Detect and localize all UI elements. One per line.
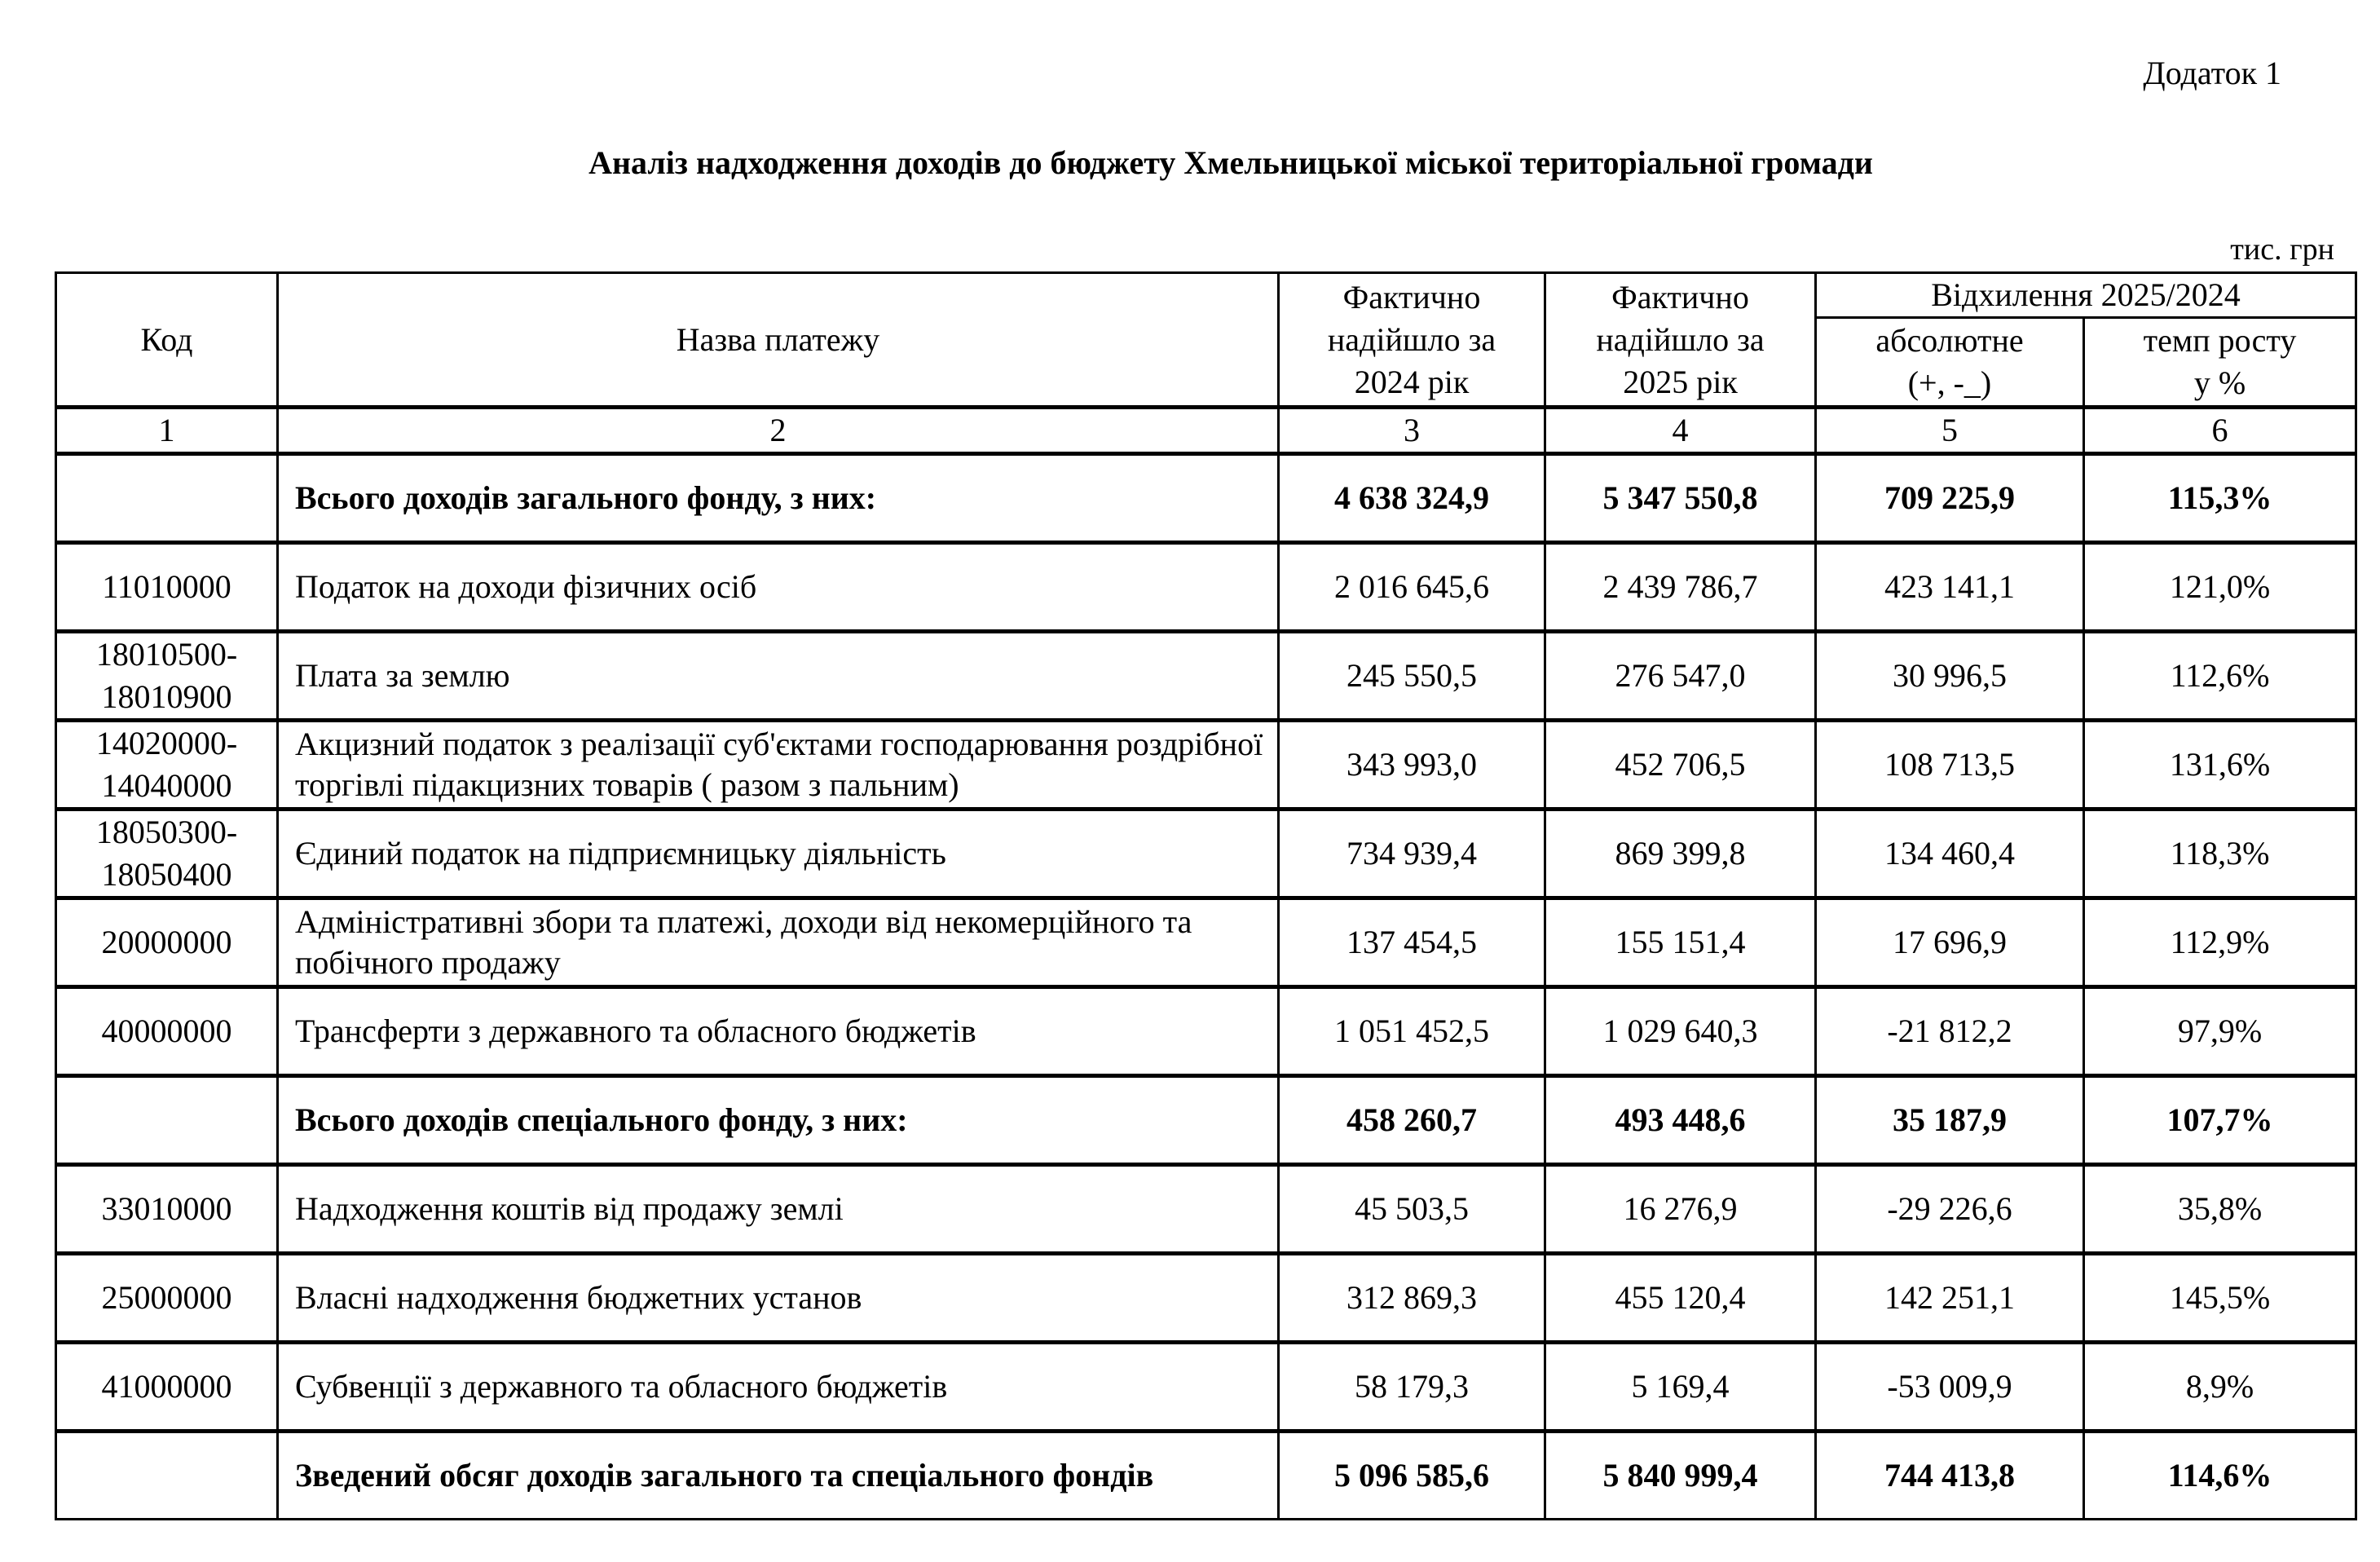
row-actual-2025: 5 169,4 — [1545, 1343, 1816, 1432]
row-growth-rate: 97,9% — [2084, 987, 2356, 1076]
table-row — [56, 454, 2356, 543]
header-growth-line2: у % — [2193, 364, 2246, 401]
row-actual-2024: 312 869,3 — [1279, 1254, 1545, 1343]
row-actual-2025: 455 120,4 — [1545, 1254, 1816, 1343]
header-actual-2024-line1: Фактично — [1342, 278, 1481, 315]
row-actual-2025: 276 547,0 — [1545, 632, 1816, 721]
row-actual-2025: 5 840 999,4 — [1545, 1432, 1816, 1520]
row-deviation-absolute: 744 413,8 — [1816, 1432, 2084, 1520]
row-payment-name: Трансферти з державного та обласного бюджетів — [278, 987, 1279, 1076]
header-payment-name: Назва платежу — [278, 273, 1279, 408]
table-row — [56, 1254, 2356, 1343]
column-number: 3 — [1279, 408, 1545, 454]
row-growth-rate: 131,6% — [2084, 721, 2356, 810]
row-payment-name: Зведений обсяг доходів загального та спеціального фондів — [278, 1432, 1279, 1520]
row-actual-2024: 137 454,5 — [1279, 898, 1545, 987]
row-code: 41000000 — [56, 1343, 278, 1432]
row-actual-2024: 45 503,5 — [1279, 1165, 1545, 1254]
row-growth-rate: 145,5% — [2084, 1254, 2356, 1343]
column-number: 4 — [1545, 408, 1816, 454]
row-growth-rate: 35,8% — [2084, 1165, 2356, 1254]
row-actual-2025: 452 706,5 — [1545, 721, 1816, 810]
row-payment-name: Акцизний податок з реалізації суб'єктами господарювання роздрібної торгівлі підакцизних товарів ( разом з пальним) — [278, 721, 1279, 810]
revenue-analysis-table — [55, 271, 2357, 1520]
row-actual-2024: 245 550,5 — [1279, 632, 1545, 721]
row-deviation-absolute: 35 187,9 — [1816, 1076, 2084, 1165]
row-payment-name: Податок на доходи фізичних осіб — [278, 543, 1279, 632]
header-actual-2024 — [1279, 273, 1545, 408]
column-number: 5 — [1816, 408, 2084, 454]
column-number: 2 — [278, 408, 1279, 454]
header-growth-rate — [2084, 318, 2356, 408]
header-actual-2025-line3: 2025 рік — [1623, 363, 1738, 400]
row-growth-rate: 107,7% — [2084, 1076, 2356, 1165]
row-payment-name: Адміністративні збори та платежі, доходи від некомерційного та побічного продажу — [278, 898, 1279, 987]
row-actual-2025: 2 439 786,7 — [1545, 543, 1816, 632]
header-actual-2025-line1: Фактично — [1611, 278, 1749, 315]
row-deviation-absolute: 108 713,5 — [1816, 721, 2084, 810]
units-label: тис. грн — [2230, 232, 2334, 267]
row-actual-2025: 493 448,6 — [1545, 1076, 1816, 1165]
row-deviation-absolute: -21 812,2 — [1816, 987, 2084, 1076]
row-payment-name: Всього доходів загального фонду, з них: — [278, 454, 1279, 543]
table-row — [56, 632, 2356, 721]
table-row — [56, 1432, 2356, 1520]
row-growth-rate: 112,9% — [2084, 898, 2356, 987]
row-code: 40000000 — [56, 987, 278, 1076]
row-code — [56, 454, 278, 543]
table-row — [56, 810, 2356, 898]
row-code: 20000000 — [56, 898, 278, 987]
row-actual-2025: 16 276,9 — [1545, 1165, 1816, 1254]
row-growth-rate: 112,6% — [2084, 632, 2356, 721]
table-row — [56, 543, 2356, 632]
row-code: 18010500- 18010900 — [56, 632, 278, 721]
row-code: 11010000 — [56, 543, 278, 632]
row-growth-rate: 8,9% — [2084, 1343, 2356, 1432]
row-deviation-absolute: -53 009,9 — [1816, 1343, 2084, 1432]
row-growth-rate: 114,6% — [2084, 1432, 2356, 1520]
row-actual-2024: 58 179,3 — [1279, 1343, 1545, 1432]
row-deviation-absolute: 142 251,1 — [1816, 1254, 2084, 1343]
row-actual-2024: 4 638 324,9 — [1279, 454, 1545, 543]
appendix-label: Додаток 1 — [2143, 55, 2281, 91]
header-absolute-line1: абсолютне — [1875, 322, 2024, 359]
row-code: 33010000 — [56, 1165, 278, 1254]
row-payment-name: Надходження коштів від продажу землі — [278, 1165, 1279, 1254]
table-body — [56, 454, 2356, 1520]
row-actual-2025: 869 399,8 — [1545, 810, 1816, 898]
table-row — [56, 721, 2356, 810]
header-code: Код — [56, 273, 278, 408]
document-title: Аналіз надходження доходів до бюджету Хмельницької міської територіальної громади — [588, 144, 1873, 181]
row-payment-name: Всього доходів спеціального фонду, з них: — [278, 1076, 1279, 1165]
row-growth-rate: 118,3% — [2084, 810, 2356, 898]
row-growth-rate: 121,0% — [2084, 543, 2356, 632]
column-number: 1 — [56, 408, 278, 454]
table-row — [56, 1343, 2356, 1432]
row-deviation-absolute: 17 696,9 — [1816, 898, 2084, 987]
row-payment-name: Плата за землю — [278, 632, 1279, 721]
header-actual-2024-line3: 2024 рік — [1354, 363, 1470, 400]
column-number: 6 — [2084, 408, 2356, 454]
row-code — [56, 1076, 278, 1165]
row-payment-name: Єдиний податок на підприємницьку діяльність — [278, 810, 1279, 898]
row-code: 14020000- 14040000 — [56, 721, 278, 810]
row-deviation-absolute: 423 141,1 — [1816, 543, 2084, 632]
row-actual-2024: 343 993,0 — [1279, 721, 1545, 810]
row-deviation-absolute: 30 996,5 — [1816, 632, 2084, 721]
header-actual-2025-line2: надійшло за — [1596, 320, 1765, 358]
header-growth-line1: темп росту — [2143, 322, 2297, 359]
header-absolute-line2: (+, -_) — [1907, 364, 1992, 401]
row-growth-rate: 115,3% — [2084, 454, 2356, 543]
table-row — [56, 1076, 2356, 1165]
row-code — [56, 1432, 278, 1520]
row-actual-2024: 458 260,7 — [1279, 1076, 1545, 1165]
row-code: 25000000 — [56, 1254, 278, 1343]
header-actual-2024-line2: надійшло за — [1327, 320, 1496, 358]
header-deviation: Відхилення 2025/2024 — [1816, 273, 2356, 318]
row-code: 18050300- 18050400 — [56, 810, 278, 898]
row-actual-2024: 5 096 585,6 — [1279, 1432, 1545, 1520]
row-actual-2025: 5 347 550,8 — [1545, 454, 1816, 543]
row-actual-2024: 734 939,4 — [1279, 810, 1545, 898]
row-deviation-absolute: 134 460,4 — [1816, 810, 2084, 898]
table-row — [56, 987, 2356, 1076]
row-actual-2025: 1 029 640,3 — [1545, 987, 1816, 1076]
header-actual-2025 — [1545, 273, 1816, 408]
row-payment-name: Власні надходження бюджетних установ — [278, 1254, 1279, 1343]
table-row — [56, 898, 2356, 987]
header-absolute — [1816, 318, 2084, 408]
row-actual-2025: 155 151,4 — [1545, 898, 1816, 987]
row-actual-2024: 2 016 645,6 — [1279, 543, 1545, 632]
row-deviation-absolute: 709 225,9 — [1816, 454, 2084, 543]
table-row — [56, 1165, 2356, 1254]
row-payment-name: Субвенції з державного та обласного бюджетів — [278, 1343, 1279, 1432]
row-actual-2024: 1 051 452,5 — [1279, 987, 1545, 1076]
row-deviation-absolute: -29 226,6 — [1816, 1165, 2084, 1254]
